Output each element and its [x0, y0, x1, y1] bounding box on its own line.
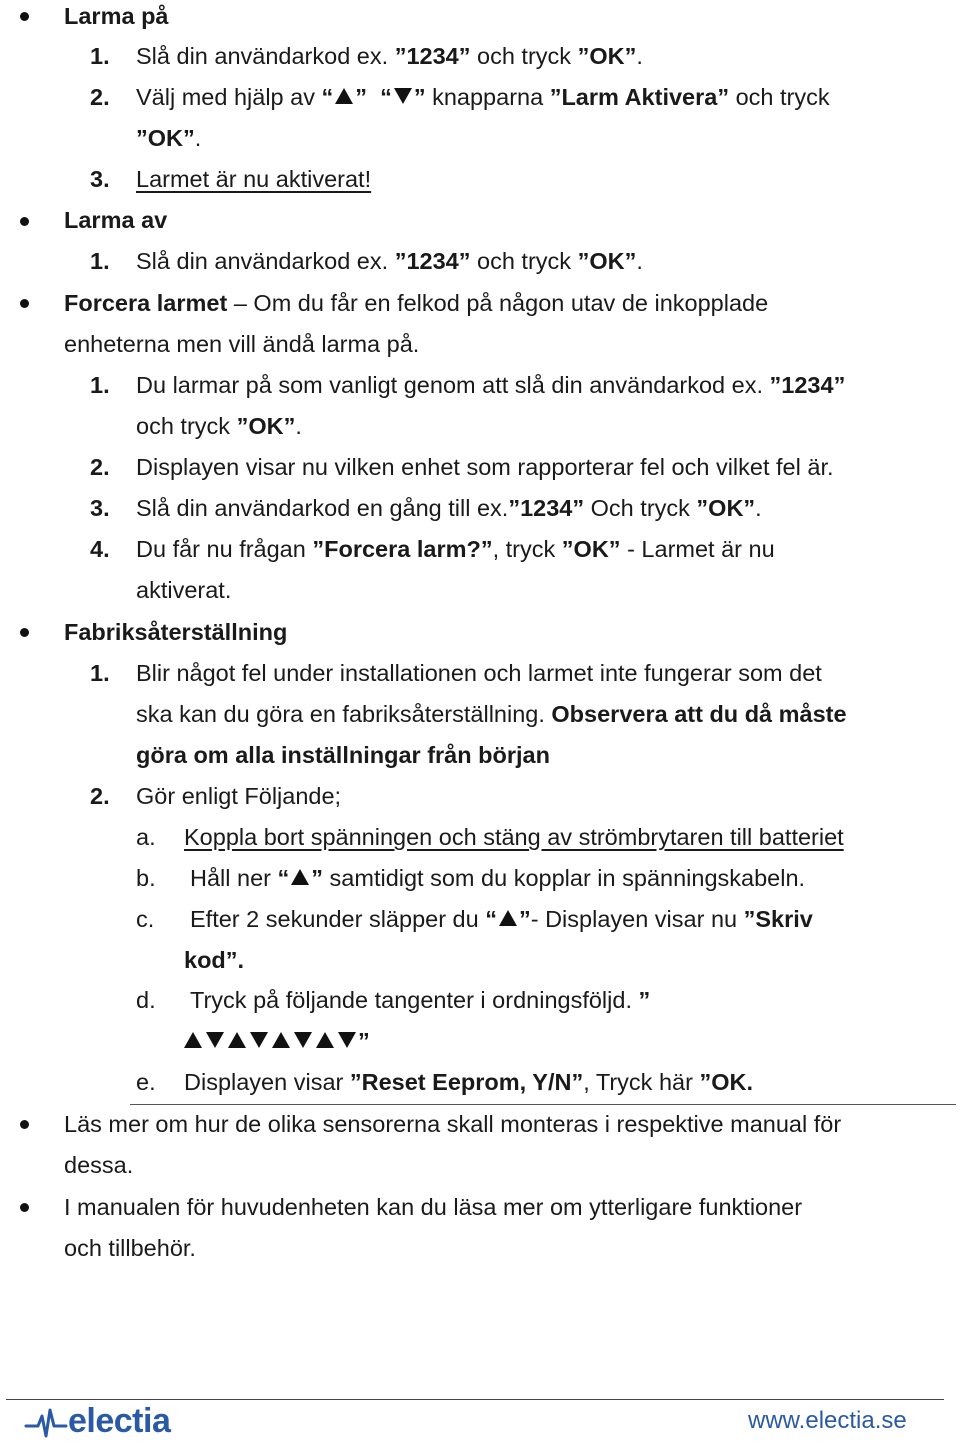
triangle-up-icon — [291, 869, 309, 885]
triangle-down-icon — [250, 1032, 268, 1048]
heading-larma-pa: Larma på — [64, 3, 169, 29]
larma-pa-step-2-cont: ”OK”. — [136, 125, 202, 151]
heading-larma-av: Larma av — [64, 207, 168, 233]
fabrik-step-1-cont2: göra om alla inställningar från början — [136, 742, 550, 768]
more-info-1-cont: dessa. — [64, 1152, 134, 1178]
triangle-up-icon — [228, 1032, 246, 1048]
key-sequence: ” — [182, 1021, 370, 1062]
pulse-logo-icon — [24, 1404, 68, 1444]
triangle-down-icon — [394, 88, 412, 104]
footer-url[interactable]: www.electia.se — [748, 1407, 907, 1434]
bullet-more-2 — [20, 1203, 29, 1212]
triangle-up-icon — [272, 1032, 290, 1048]
more-info-1: Läs mer om hur de olika sensorerna skall monteras i respektive manual för — [64, 1111, 842, 1137]
bullet-larma-pa — [20, 12, 29, 21]
brand-logo: electia — [68, 1402, 171, 1440]
heading-fabrik: Fabriksåterställning — [64, 619, 288, 645]
heading-forcera: Forcera larmet — [64, 290, 228, 316]
triangle-up-icon — [499, 910, 517, 926]
more-info-2-cont: och tillbehör. — [64, 1235, 196, 1261]
more-info-2: I manualen för huvudenheten kan du läsa mer om ytterligare funktioner — [64, 1194, 803, 1220]
triangle-down-icon — [206, 1032, 224, 1048]
triangle-down-icon — [338, 1032, 356, 1048]
bullet-more-1 — [20, 1120, 29, 1129]
footer-divider — [6, 1399, 944, 1400]
bullet-larma-av — [20, 217, 29, 226]
bullet-forcera — [20, 299, 29, 308]
forcera-step-1-cont: och tryck ”OK”. — [136, 413, 302, 439]
fabrik-substep-c-cont: kod”. — [184, 947, 245, 973]
forcera-intro-line2: enheterna men vill ändå larma på. — [64, 331, 420, 357]
triangle-down-icon — [294, 1032, 312, 1048]
triangle-up-icon — [335, 88, 353, 104]
triangle-up-icon — [316, 1032, 334, 1048]
forcera-intro-line1: Forcera larmet – Om du får en felkod på någon utav de inkopplade — [64, 290, 769, 316]
forcera-step-4-cont: aktiverat. — [136, 577, 232, 603]
fabrik-step-1-cont: ska kan du göra en fabriksåterställning. Observera att du då måste — [136, 701, 847, 727]
triangle-up-icon — [184, 1032, 202, 1048]
bullet-fabrik — [20, 628, 29, 637]
